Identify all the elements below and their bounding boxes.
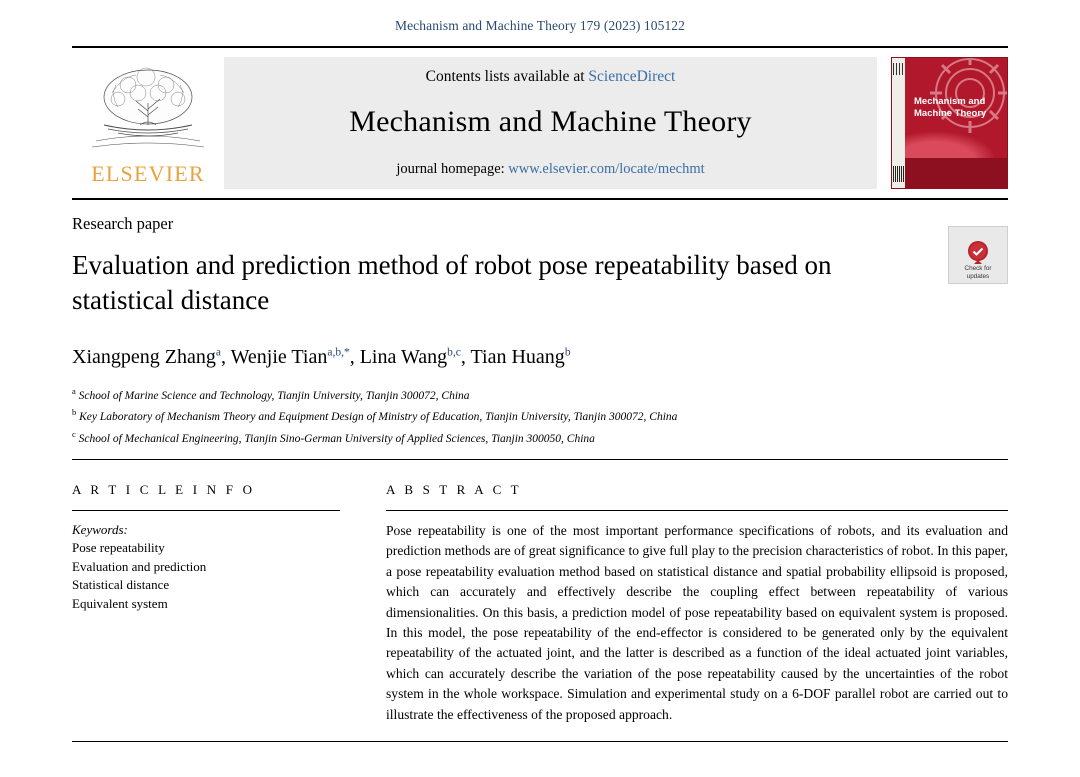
keyword-item: Evaluation and prediction <box>72 558 207 574</box>
cover-footer-band <box>905 158 1007 188</box>
keywords-label: Keywords: <box>72 521 128 537</box>
cover-barcode <box>893 166 904 182</box>
crossmark-icon <box>965 239 991 265</box>
sciencedirect-link[interactable]: ScienceDirect <box>588 68 676 85</box>
crossmark-line2: updates <box>966 272 990 280</box>
cover-spine-marks <box>893 63 904 75</box>
author-name[interactable]: Tian Huang <box>470 346 565 368</box>
author-name[interactable]: Wenjie Tian <box>230 346 328 368</box>
journal-masthead <box>72 46 1008 200</box>
affiliation-text: School of Mechanical Engineering, Tianjin Sino-German University of Applied Sciences, Tianjin 300050, China <box>78 432 595 445</box>
affiliation-text: Key Laboratory of Mechanism Theory and Equipment Design of Ministry of Education, Tianjin University, Tianjin 300072, China <box>79 411 678 424</box>
affiliation-item: $^b$ Key Laboratory of Mechanism Theory and Equipment Design of Ministry of Education, Tianjin University, Tianjin 300072, China <box>72 407 678 424</box>
article-header <box>72 214 1008 460</box>
abstract-column <box>386 482 1008 725</box>
author-name[interactable]: Lina Wang <box>359 346 448 368</box>
journal-cover-image <box>891 57 1008 189</box>
keyword-item: Equivalent system <box>72 595 168 611</box>
affiliation-list <box>72 383 1008 447</box>
cover-title: Mechanism and Machine Theory <box>914 96 987 119</box>
author-name[interactable]: Xiangpeng Zhang <box>72 346 216 368</box>
journal-title: Mechanism and Machine Theory <box>349 105 752 138</box>
affiliation-text: School of Marine Science and Technology, Tianjin University, Tianjin 300072, China <box>78 389 470 402</box>
abstract-text: Pose repeatability is one of the most important performance specifications of robots, and its evaluation and prediction methods are of great significance to give full play to the precision characteristics of robot. In this paper, a pose repeatability evaluation method based on statistical distance and spatial probability ellipsoid is proposed, which can accurately and effectively describe the coupling effect between repeatability of various dimensionalities. On this basis, a prediction model of pose repeatability based on equivalent system is proposed. In this model, the pose repeatability of the end-effector is considered to be generated only by the equivalent repeatability of the actuated joint, and the latter is described as a function of the ideal actuated joint variables, which can accurately describe the variation of the pose repeatability caused by the uncertainties of the robot system in the whole workspace. Simulation and experimental study on a 6-DOF parallel robot are carried out to illustrate the effectiveness of the proposed approach. <box>386 522 1008 722</box>
contents-prefix: Contents lists available at <box>425 68 585 85</box>
keywords-block <box>72 511 340 614</box>
abstract-heading: A B S T R A C T <box>386 481 522 497</box>
article-info-column <box>72 482 340 725</box>
author-list: Xiangpeng Zhang$^a$, Wenjie Tian$^{a,b,*}$, Lina Wang$^{b,c}$, Tian Huang$^b$ <box>72 346 571 368</box>
elsevier-tree-icon <box>88 63 208 159</box>
article-info-abstract <box>72 460 1008 725</box>
keyword-item: Pose repeatability <box>72 540 165 556</box>
crossmark-badge[interactable] <box>948 226 1008 284</box>
article-info-heading: A R T I C L E I N F O <box>72 481 256 497</box>
crossmark-line1: Check for <box>964 265 992 273</box>
author-affil-mark: b <box>564 346 571 359</box>
author-affil-mark: b,c <box>447 346 461 359</box>
affiliation-item: $^c$ School of Mechanical Engineering, Tianjin Sino-German University of Applied Sciences, Tianjin 300050, China <box>72 428 595 445</box>
affiliation-item: $^a$ School of Marine Science and Technology, Tianjin University, Tianjin 300072, China <box>72 386 470 402</box>
homepage-prefix: journal homepage: <box>396 161 505 177</box>
journal-banner <box>224 57 877 189</box>
author-affil-mark: a,b,* <box>327 346 350 359</box>
contents-line <box>426 68 676 86</box>
page-title: Evaluation and prediction method of robot pose repeatability based on statistical distance <box>72 250 832 315</box>
running-head: Mechanism and Machine Theory 179 (2023) 105122 <box>394 18 686 33</box>
author-affil-mark: a <box>215 346 221 359</box>
keyword-item: Statistical distance <box>72 577 170 593</box>
article-type: Research paper <box>72 214 174 233</box>
footer-rule <box>72 741 1008 742</box>
elsevier-wordmark: ELSEVIER <box>91 161 205 186</box>
journal-homepage-link[interactable]: www.elsevier.com/locate/mechmt <box>508 161 705 177</box>
elsevier-logo <box>72 48 224 198</box>
cover-wave <box>905 126 1007 160</box>
homepage-line <box>396 161 704 178</box>
